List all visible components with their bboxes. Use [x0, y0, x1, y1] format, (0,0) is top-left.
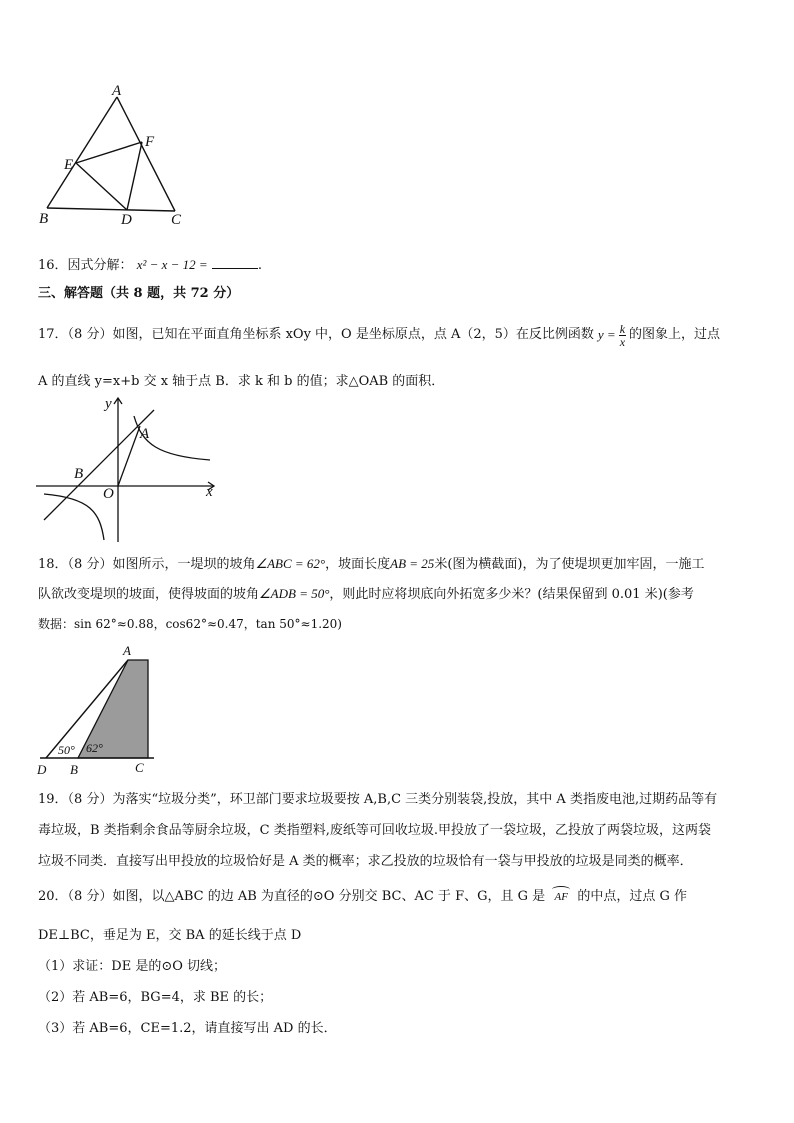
- q20-arc-af: AF: [549, 889, 573, 905]
- q16-expression: x² − x − 12 =: [136, 257, 208, 272]
- question-18-line1: [38, 556, 704, 573]
- triangle-figure: [30, 80, 200, 230]
- q18-angle-abc: ∠ABC = 62°: [255, 556, 326, 571]
- question-20-part3: （3）若 AB=6，CE=1.2，请直接写出 AD 的长．: [38, 1021, 337, 1036]
- label-y: y: [105, 396, 112, 412]
- section-3-heading: 三、解答题（共 8 题，共 72 分）: [38, 286, 240, 301]
- question-19-line2: 毒垃圾，B 类指剩余食品等厨余垃圾，C 类指塑料,废纸等可回收垃圾.甲投放了一袋垃圾，乙投放了两袋垃圾，这两袋: [38, 823, 712, 838]
- dam-figure: [30, 640, 170, 780]
- segment-fd: [127, 142, 142, 210]
- label-a: A: [123, 643, 131, 658]
- segment-ed: [76, 163, 127, 210]
- q20-text-a: 20．（8 分）如图，以△ABC 的边 AB 为直径的⊙O 分别交 BC、AC 于 F、G，且 G 是: [38, 889, 546, 904]
- side-ac: [117, 97, 175, 211]
- q17-fraction-den: x: [619, 334, 626, 349]
- label-b: B: [39, 211, 49, 227]
- q18-text-a: 18．（8 分）如图所示，一堤坝的坡角: [38, 557, 256, 572]
- label-d: D: [37, 762, 47, 777]
- label-x: x: [206, 484, 213, 500]
- label-c: C: [171, 212, 182, 228]
- label-o: O: [103, 486, 114, 502]
- q17-fraction-num: k: [619, 321, 626, 336]
- q18-length-ab: AB = 25: [390, 556, 435, 571]
- q18-text-c: 米(图为横截面)，为了使堤坝更加牢固，一施工: [434, 557, 705, 572]
- coordinate-figure: [30, 394, 230, 544]
- question-19-line3: 垃圾不同类．直接写出甲投放的垃圾恰好是 A 类的概率；求乙投放的垃圾恰有一袋与甲投放的垃圾是同类的概率．: [38, 854, 693, 869]
- q17-text-a: 17．（8 分）如图，已知在平面直角坐标系 xOy 中，O 是坐标原点，点 A（2，5）在反比例函数: [38, 327, 594, 342]
- label-e: E: [64, 157, 74, 173]
- q18-text-e: ，则此时应将坝底向外拓宽多少米？(结果保留到 0.01 米)(参考: [329, 587, 694, 602]
- question-18-line3: 数据：sin 62°≈0.88，cos62°≈0.47，tan 50°≈1.20): [38, 617, 342, 631]
- q18-angle-adb: ∠ADB = 50°: [259, 586, 330, 601]
- label-c: C: [135, 760, 144, 775]
- label-a: A: [112, 83, 122, 99]
- q17-func-lhs: y =: [597, 327, 616, 342]
- label-f: F: [145, 134, 155, 150]
- angle-62-label: 62°: [86, 741, 103, 755]
- label-a: A: [140, 426, 150, 442]
- q18-text-d: 队欲改变堤坝的坡面，使得坡面的坡角: [38, 587, 260, 602]
- label-d: D: [121, 212, 132, 228]
- question-19-line1: 19．（8 分）为落实“垃圾分类”，环卫部门要求垃圾要按 A,B,C 三类分别装袋,投放，其中 A 类指废电池,过期药品等有: [38, 792, 718, 807]
- question-20-part1: （1）求证：DE 是的⊙O 切线；: [38, 959, 226, 974]
- question-18-line2: [38, 586, 694, 603]
- label-b: B: [70, 762, 78, 777]
- q16-end: .: [257, 258, 262, 273]
- hyperbola-branch-2: [44, 494, 104, 540]
- q16-text: 因式分解：: [67, 258, 133, 273]
- q17-fraction: [619, 323, 626, 348]
- label-b: B: [74, 466, 84, 482]
- question-16: [38, 256, 262, 274]
- q18-text-b: ，坡面长度: [325, 557, 391, 572]
- q16-number: 16．: [38, 258, 68, 273]
- q16-answer-blank: [212, 256, 258, 269]
- question-20-line2: DE⊥BC，垂足为 E，交 BA 的延长线于点 D: [38, 928, 302, 943]
- question-20-line1: [38, 889, 687, 905]
- side-bc: [47, 208, 175, 211]
- question-17-line1: [38, 320, 720, 350]
- angle-50-label: 50°: [58, 743, 75, 757]
- question-17-line2: A 的直线 y=x+b 交 x 轴于点 B．求 k 和 b 的值；求△OAB 的面积．: [38, 374, 445, 389]
- q17-text-b: 的图象上，过点: [629, 327, 721, 342]
- q20-text-b: 的中点，过点 G 作: [577, 889, 688, 904]
- question-20-part2: （2）若 AB=6，BG=4，求 BE 的长；: [38, 990, 273, 1005]
